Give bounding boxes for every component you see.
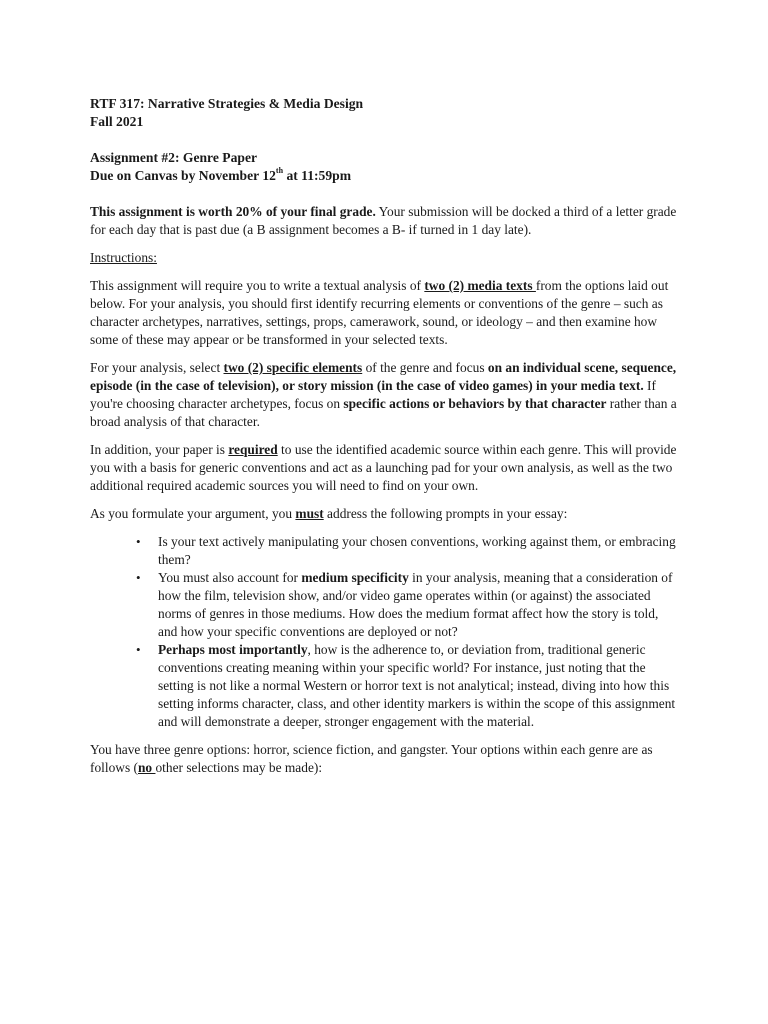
text-span: For your analysis, select: [90, 360, 224, 375]
due-date-prefix: Due on Canvas by November 12: [90, 168, 276, 183]
instructions-heading: Instructions:: [90, 250, 157, 265]
due-date-suffix: at 11:59pm: [283, 168, 352, 183]
prompts-list: [90, 533, 680, 731]
bullet-icon: •: [136, 642, 141, 657]
text-span: As you formulate your argument, you: [90, 506, 296, 521]
course-title: RTF 317: Narrative Strategies & Media Design: [90, 96, 364, 111]
emphasis-scene-focus: on an individual scene, sequence, episode (in the case of television), or story mission (in the case of video games) in your media text.: [90, 360, 677, 393]
emphasis-required: required: [228, 442, 278, 457]
emphasis-media-texts: two (2) media texts: [424, 278, 536, 293]
grade-paragraph: [90, 203, 680, 239]
paragraph-media-texts: [90, 277, 680, 349]
emphasis-no: no: [137, 760, 156, 775]
due-date-ordinal: th: [275, 166, 284, 176]
due-date: [90, 167, 680, 185]
bullet-icon: •: [136, 534, 141, 549]
text-span: other selections may be made):: [155, 760, 323, 775]
text-span: rather than a broad analysis of that character.: [90, 396, 677, 429]
list-item: [90, 569, 680, 641]
paragraph-genre-options: [90, 741, 680, 777]
emphasis-character-actions: specific actions or behaviors by that character: [343, 396, 607, 411]
text-span: If you're choosing character archetypes, focus on: [90, 378, 656, 411]
assignment-title: Assignment #2: Genre Paper: [90, 150, 258, 165]
list-item: [90, 533, 680, 569]
emphasis-must: must: [295, 506, 324, 521]
prompt-text: You must also account for: [158, 570, 302, 585]
bullet-icon: •: [136, 570, 141, 585]
text-span: to use the identified academic source within each genre. This will provide you with a basis for generic conventions and act as a launching pad for your own analysis, as well as the two additional required academic sources you will need to find on your own.: [90, 442, 677, 493]
emphasis-medium-specificity: medium specificity: [301, 570, 409, 585]
paragraph-specific-elements: [90, 359, 680, 431]
term: Fall 2021: [90, 114, 144, 129]
grade-weight: This assignment is worth 20% of your final grade.: [90, 204, 376, 219]
text-span: This assignment will require you to write a textual analysis of: [90, 278, 425, 293]
text-span: You have three genre options: horror, science fiction, and gangster. Your options within each genre are as follows (: [90, 742, 653, 775]
grade-late-policy: Your submission will be docked a third of a letter grade for each day that is past due (a B assignment becomes a B- if turned in 1 day late).: [90, 204, 677, 237]
emphasis-most-importantly: Perhaps most importantly: [158, 642, 308, 657]
text-span: address the following prompts in your essay:: [323, 506, 568, 521]
text-span: from the options laid out below. For your analysis, you should first identify recurring elements or conventions of the genre – such as character archetypes, narratives, settings, props, camerawork, sound, or ideology – and then examine how some of these may appear or be transformed in your selected texts.: [90, 278, 669, 347]
list-item: [90, 641, 680, 731]
emphasis-specific-elements: two (2) specific elements: [223, 360, 363, 375]
prompt-text: in your analysis, meaning that a consideration of how the film, television show, and/or video game operates within (or against) the associated norms of genres in those mediums. How does the medium format affect how the story is told, and how your specific conventions are deployed or not?: [158, 570, 673, 639]
prompt-text: , how is the adherence to, or deviation from, traditional generic conventions creating meaning within your specific world? For instance, just noting that the setting is not like a normal Western or horror text is not analytical; instead, diving into how this setting informs character, class, and other identity markers is within the scope of this assignment and will demonstrate a deeper, stronger engagement with the material.: [158, 642, 676, 729]
text-span: In addition, your paper is: [90, 442, 229, 457]
document-page: [90, 95, 680, 787]
paragraph-academic-source: [90, 441, 680, 495]
text-span: of the genre and focus: [362, 360, 488, 375]
paragraph-prompts-intro: [90, 505, 680, 523]
prompt-text: Is your text actively manipulating your chosen conventions, working against them, or embracing them?: [158, 534, 676, 567]
